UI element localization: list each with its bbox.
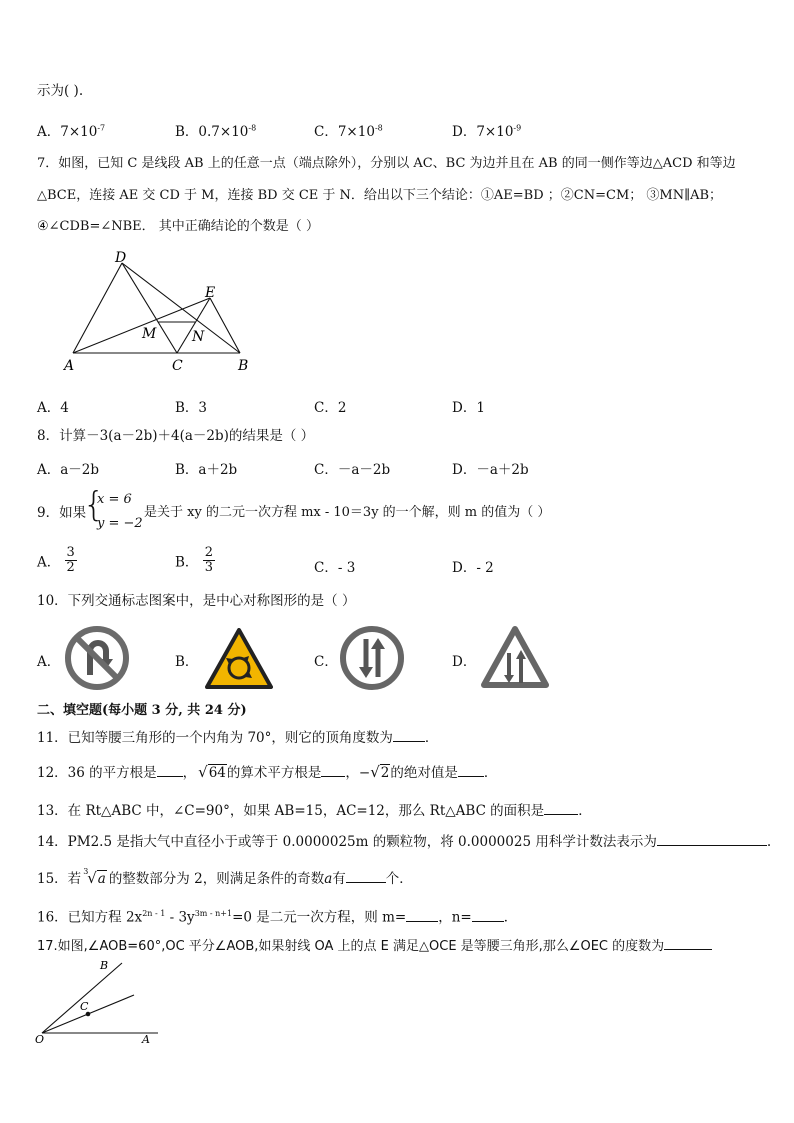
- two-way-triangle-sign-icon: [480, 625, 550, 689]
- q7-stem-line2: △BCE，连接 AE 交 CD 于 M，连接 BD 交 CE 于 N．给出以下三个结论：①AE=BD ；②CN=CM； ③MN∥AB；: [37, 188, 723, 203]
- q7-option-b: B．3: [175, 400, 208, 416]
- q7-option-c: C．2: [314, 400, 347, 416]
- q15: 15．若 3 √a 的整数部分为 2，则满足条件的奇数a有 个．: [37, 867, 413, 887]
- q6-option-a: A．$7\times 10^{-7}$: [37, 123, 106, 140]
- answer-blank: [664, 935, 712, 950]
- q9-suffix: 是关于 xy 的二元一次方程 mx - 10＝3y 的一个解，则 m 的值为（ ）: [144, 505, 551, 520]
- q9-equation-x: x = 6: [97, 492, 132, 507]
- q6-tail: 示为( ).: [37, 83, 84, 99]
- q7-option-d: D．1: [452, 400, 485, 416]
- q8-option-a: A．a－2b: [37, 462, 100, 478]
- label-e: E: [205, 285, 216, 301]
- square-root-64: √64: [198, 763, 226, 781]
- label-n: N: [192, 329, 205, 345]
- label-a: A: [142, 1033, 150, 1046]
- q8-option-c: C．－a－2b: [314, 462, 391, 478]
- segment-ad: [73, 263, 122, 353]
- q10-option-d-letter: D．: [452, 654, 477, 670]
- answer-blank: [472, 907, 504, 922]
- q10-option-c-letter: C．: [314, 654, 338, 670]
- q7-option-a: A．4: [37, 400, 69, 416]
- answer-blank: [458, 762, 484, 777]
- label-c: C: [80, 1000, 89, 1013]
- fraction: $\frac{3}{2}$: [66, 545, 75, 575]
- q9-option-b: B． $\frac{2}{3}$: [175, 545, 213, 575]
- q7-stem-line1: 7．如图，已知 C 是线段 AB 上的任意一点（端点除外），分别以 AC、BC 为边并且在 AB 的同一侧作等边△ACD 和等边: [37, 156, 736, 171]
- q8-option-b: B．a＋2b: [175, 462, 238, 478]
- answer-blank: [346, 868, 386, 883]
- no-u-turn-sign-icon: [64, 625, 130, 691]
- q9-option-d: D．- 2: [452, 560, 494, 576]
- q9-equation-y: y = −2: [97, 516, 143, 531]
- q10-option-b-letter: B．: [175, 654, 199, 670]
- q6-option-b: B．$0.7\times 10^{-8}$: [175, 123, 257, 140]
- label-o: O: [35, 1033, 45, 1046]
- answer-blank: [393, 727, 425, 742]
- q6-option-c: C．$7\times 10^{-8}$: [314, 123, 383, 140]
- label-m: M: [142, 326, 157, 342]
- segment-eb: [210, 298, 240, 353]
- q9-option-a: A． $\frac{3}{2}$: [37, 545, 75, 575]
- q16: 16．已知方程 $2x^{2n - 1} - 3y^{3m - n+1}=0$ 是二元一次方程，则 m= ，n= ．: [37, 905, 517, 927]
- q17: 17.如图,∠AOB=60°,OC 平分∠AOB,如果射线 OA 上的点 E 满足△OCE 是等腰三角形,那么∠OEC 的度数为: [37, 935, 712, 956]
- q8-stem: 8．计算－3(a－2b)＋4(a－2b)的结果是（ ）: [37, 428, 315, 444]
- answer-blank: [657, 831, 767, 846]
- q7-stem-line3: ④∠CDB=∠NBE． 其中正确结论的个数是（ ）: [37, 219, 319, 234]
- section-2-heading: 二、填空题(每小题 3 分, 共 24 分): [37, 703, 247, 718]
- cube-root-a: 3 √a: [83, 867, 106, 887]
- q17-figure: [30, 955, 170, 1047]
- answer-blank: [321, 762, 345, 777]
- answer-blank: [406, 907, 438, 922]
- answer-blank: [544, 800, 578, 815]
- square-root-2: √2: [370, 763, 390, 781]
- label-b: B: [100, 959, 109, 972]
- q6-option-d: D．$7\times 10^{-9}$: [452, 123, 522, 140]
- label-a: A: [64, 358, 75, 374]
- fraction: $\frac{2}{3}$: [204, 545, 213, 575]
- ray-ob: [42, 963, 122, 1033]
- segment-db: [122, 263, 240, 353]
- q9-prefix: 9．如果: [37, 505, 87, 521]
- label-c: C: [172, 358, 183, 374]
- answer-blank: [157, 762, 183, 777]
- roundabout-warning-sign-icon: [205, 628, 273, 690]
- q9-system-brace: {: [83, 485, 105, 525]
- q7-figure: [55, 248, 260, 376]
- q10-stem: 10．下列交通标志图案中，是中心对称图形的是（ ）: [37, 593, 356, 609]
- two-way-circle-sign-icon: [339, 625, 405, 691]
- q11: 11．已知等腰三角形的一个内角为 70°，则它的顶角度数为 ．: [37, 727, 438, 747]
- q13: 13．在 Rt△ABC 中，∠C=90°，如果 AB=15，AC=12，那么 Rt△ABC 的面积是 ．: [37, 800, 592, 820]
- label-d: D: [115, 250, 127, 266]
- q8-option-d: D．－a＋2b: [452, 462, 529, 478]
- q14: 14．PM2.5 是指大气中直径小于或等于 0.0000025m 的颗粒物，将 0.0000025 用科学计数法表示为 .: [37, 831, 771, 851]
- q12: 12．36 的平方根是 ， √64的算术平方根是 ，−√2的绝对值是 ．: [37, 763, 498, 781]
- label-b: B: [238, 358, 249, 374]
- q10-option-a-letter: A．: [37, 654, 61, 670]
- q9-option-c: C．- 3: [314, 560, 356, 576]
